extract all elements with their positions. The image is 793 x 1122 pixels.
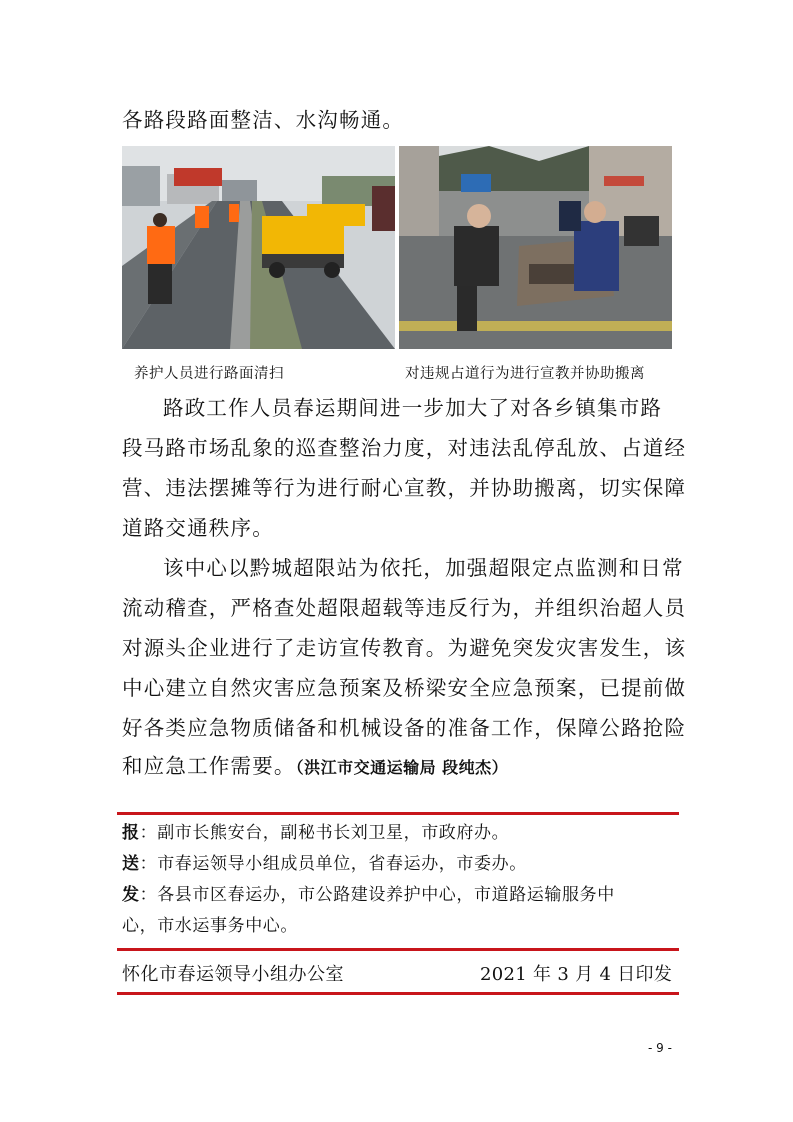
paragraph-1-line-1: 路政工作人员春运期间进一步加大了对各乡镇集市路 — [163, 396, 663, 420]
distribution-send — [122, 852, 527, 876]
paragraph-2-line-6 — [122, 746, 508, 788]
distribution-report — [122, 821, 509, 845]
continuation-line: 各路段路面整洁、水沟畅通。 — [122, 108, 405, 132]
distribution-bottom-rule — [117, 992, 679, 995]
paragraph-2-line-4: 中心建立自然灾害应急预案及桥梁安全应急预案，已提前做 — [122, 676, 687, 700]
market-relocation-photo — [399, 146, 672, 349]
distribution-middle-rule — [117, 948, 679, 951]
send-text: ：市春运领导小组成员单位，省春运办，市委办。 — [139, 854, 527, 874]
issue-text: ：各县市区春运办，市公路建设养护中心，市道路运输服务中 — [139, 885, 615, 905]
paragraph-1-line-3: 营、违法摆摊等行为进行耐心宣教，并协助搬离，切实保障 — [122, 476, 687, 500]
paragraph-1-line-2: 段马路市场乱象的巡查整治力度，对违法乱停乱放、占道经 — [122, 436, 687, 460]
distribution-issue-continuation: 心，市水运事务中心。 — [122, 916, 298, 936]
paragraph-2-line-6-text: 和应急工作需要。 — [122, 754, 296, 778]
road-cleaning-photo — [122, 146, 395, 349]
send-label: 送 — [122, 854, 140, 874]
paragraph-1-line-4: 道路交通秩序。 — [122, 516, 274, 540]
paragraph-2-line-3: 对源头企业进行了走访宣传教育。为避免突发灾害发生，该 — [122, 636, 687, 660]
issuer-office: 怀化市春运领导小组办公室 — [122, 964, 344, 985]
paragraph-2-line-5: 好各类应急物质储备和机械设备的准备工作，保障公路抢险 — [122, 716, 687, 740]
article-source: （洪江市交通运输局 段纯杰） — [295, 758, 509, 777]
photo-caption-right: 对违规占道行为进行宣教并协助搬离 — [405, 366, 645, 382]
paragraph-2-line-1: 该中心以黔城超限站为依托，加强超限定点监测和日常 — [163, 556, 684, 580]
distribution-top-rule — [117, 812, 679, 815]
page-number: - 9 - — [648, 1041, 672, 1055]
issue-date: 2021 年 3 月 4 日印发 — [480, 964, 673, 985]
distribution-issue — [122, 883, 615, 907]
report-label: 报 — [122, 823, 140, 843]
report-text: ：副市长熊安台，副秘书长刘卫星，市政府办。 — [139, 823, 510, 843]
issue-label: 发 — [122, 885, 140, 905]
paragraph-2-line-2: 流动稽查，严格查处超限超载等违反行为，并组织治超人员 — [122, 596, 687, 620]
photo-caption-left: 养护人员进行路面清扫 — [134, 366, 284, 382]
